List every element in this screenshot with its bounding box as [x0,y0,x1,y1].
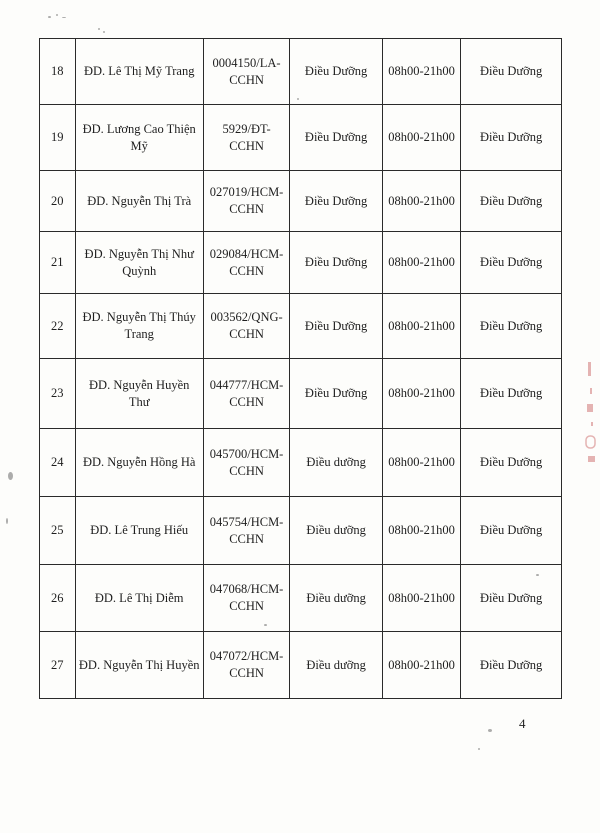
staff-name: ĐD. Nguyễn Thị Như Quỳnh [75,232,203,294]
row-number: 20 [40,171,76,232]
table-row [40,232,562,294]
practice-scope: Điều Dưỡng [461,632,562,699]
staff-name: ĐD. Nguyễn Hồng Hà [75,429,203,497]
job-title: Điều Dưỡng [290,171,383,232]
table-row [40,39,562,105]
practice-scope: Điều Dưỡng [461,565,562,632]
staff-name: ĐD. Nguyễn Thị Thúy Trang [75,294,203,359]
license-number: 047068/HCM-CCHN [203,565,289,632]
practice-scope: Điều Dưỡng [461,497,562,565]
table-row [40,171,562,232]
practice-scope: Điều Dưỡng [461,359,562,429]
license-number: 045700/HCM-CCHN [203,429,289,497]
staff-name: ĐD. Nguyễn Huyền Thư [75,359,203,429]
license-number: 0004150/LA-CCHN [203,39,289,105]
job-title: Điều dưỡng [290,429,383,497]
table-row [40,497,562,565]
row-number: 18 [40,39,76,105]
staff-name: ĐD. Nguyễn Thị Trà [75,171,203,232]
table-row [40,105,562,171]
license-number: 027019/HCM-CCHN [203,171,289,232]
row-number: 26 [40,565,76,632]
working-hours: 08h00-21h00 [382,359,460,429]
working-hours: 08h00-21h00 [382,497,460,565]
job-title: Điều dưỡng [290,632,383,699]
job-title: Điều Dưỡng [290,359,383,429]
staff-name: ĐD. Lê Thị Mỹ Trang [75,39,203,105]
working-hours: 08h00-21h00 [382,632,460,699]
license-number: 003562/QNG-CCHN [203,294,289,359]
practice-scope: Điều Dưỡng [461,39,562,105]
license-number: 045754/HCM-CCHN [203,497,289,565]
license-number: 047072/HCM-CCHN [203,632,289,699]
working-hours: 08h00-21h00 [382,294,460,359]
row-number: 22 [40,294,76,359]
staff-name: ĐD. Lê Trung Hiếu [75,497,203,565]
row-number: 25 [40,497,76,565]
working-hours: 08h00-21h00 [382,429,460,497]
job-title: Điều dưỡng [290,565,383,632]
job-title: Điều Dưỡng [290,39,383,105]
table-row [40,429,562,497]
row-number: 23 [40,359,76,429]
table-row [40,294,562,359]
license-number: 5929/ĐT-CCHN [203,105,289,171]
table-row [40,565,562,632]
staff-name: ĐD. Lương Cao Thiện Mỹ [75,105,203,171]
staff-name: ĐD. Nguyễn Thị Huyền [75,632,203,699]
working-hours: 08h00-21h00 [382,171,460,232]
stamp-bleed-mark [584,360,598,470]
staff-name: ĐD. Lê Thị Diễm [75,565,203,632]
job-title: Điều Dưỡng [290,105,383,171]
table-row [40,632,562,699]
practice-scope: Điều Dưỡng [461,294,562,359]
row-number: 24 [40,429,76,497]
license-number: 044777/HCM-CCHN [203,359,289,429]
table-row [40,359,562,429]
page-number: 4 [519,716,526,731]
job-title: Điều dưỡng [290,497,383,565]
license-number: 029084/HCM-CCHN [203,232,289,294]
working-hours: 08h00-21h00 [382,39,460,105]
practice-scope: Điều Dưỡng [461,429,562,497]
row-number: 21 [40,232,76,294]
job-title: Điều Dưỡng [290,294,383,359]
row-number: 27 [40,632,76,699]
row-number: 19 [40,105,76,171]
staff-table-body [40,39,562,699]
practice-scope: Điều Dưỡng [461,171,562,232]
working-hours: 08h00-21h00 [382,565,460,632]
job-title: Điều Dưỡng [290,232,383,294]
working-hours: 08h00-21h00 [382,105,460,171]
working-hours: 08h00-21h00 [382,232,460,294]
practice-scope: Điều Dưỡng [461,232,562,294]
practice-scope: Điều Dưỡng [461,105,562,171]
staff-table [39,38,562,699]
